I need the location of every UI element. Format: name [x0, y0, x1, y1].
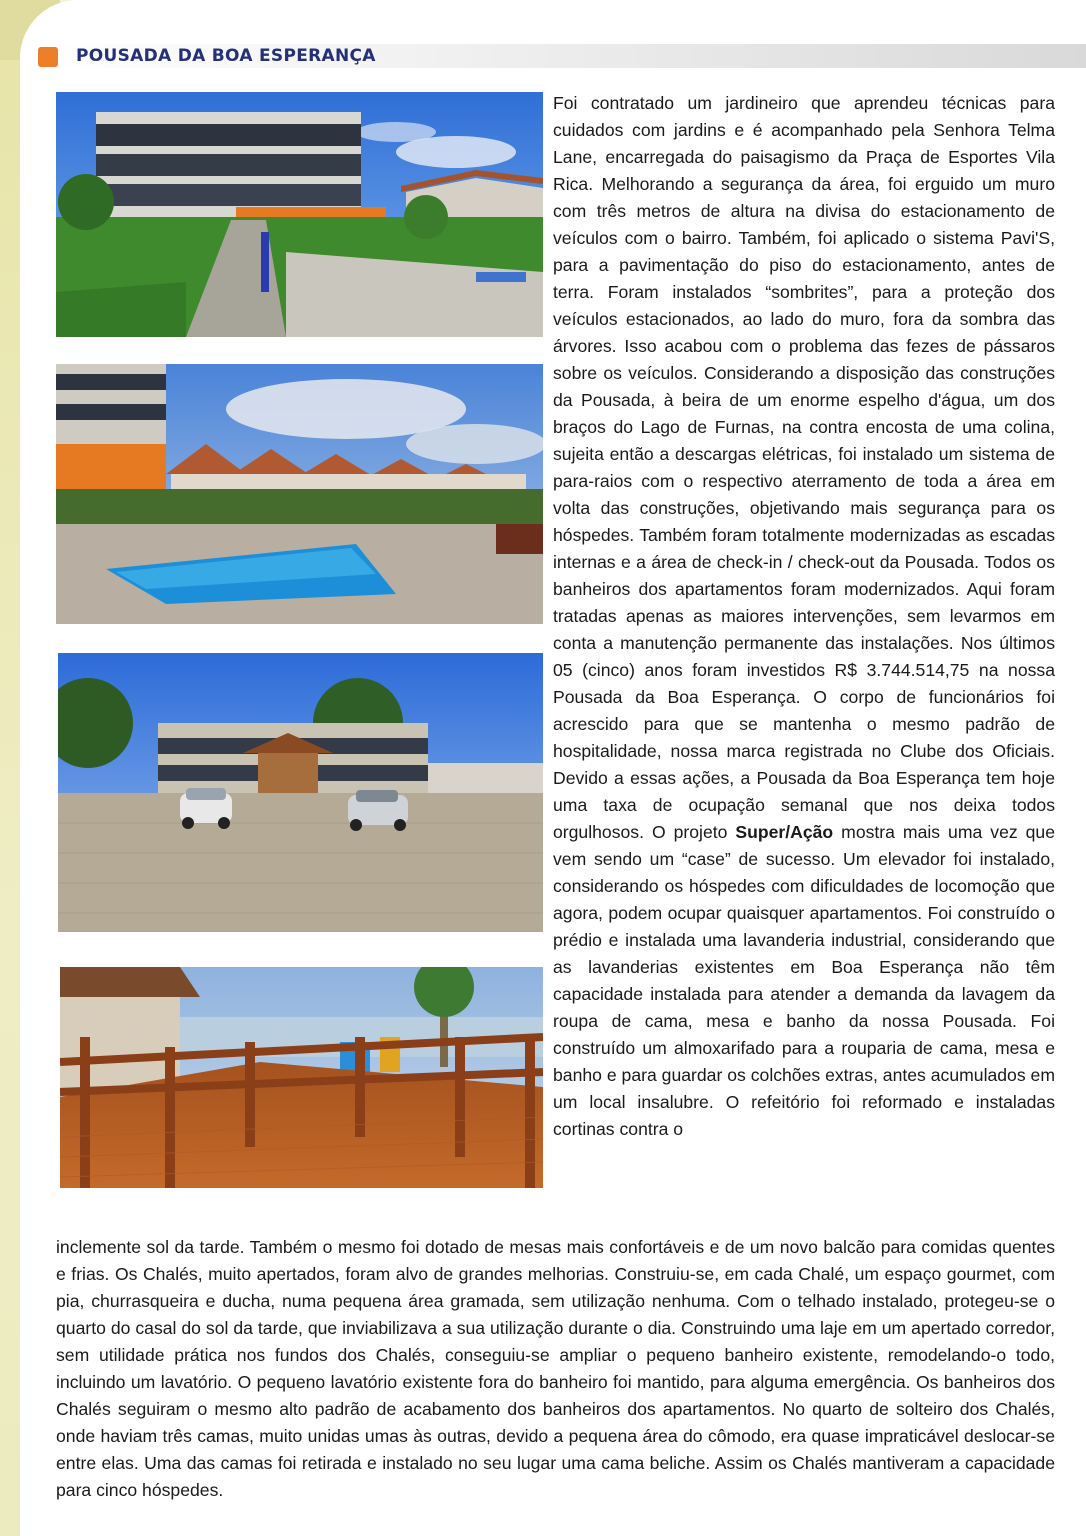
header-square-icon — [38, 47, 58, 67]
hotel-building-stairs-photo — [56, 92, 543, 337]
article-full-paragraph: inclemente sol da tarde. Também o mesmo foi dotado de mesas mais confortáveis e de um novo balcão para comidas quentes e frias. Os Chalés, muito apertados, foram alvo de grandes melhorias. Construiu-se, em cada Chalé, um espaço gourmet, com pia, churrasqueira e ducha, numa pequena área gramada, sem utilização nenhuma. Com o telhado instalado, protegeu-se o quarto do casal do sol da tarde, que inviabilizava a sua utilização durante o dia. Construindo uma laje em um apertado corredor, sem utilidade prática nos fundos dos Chalés, conseguiu-se ampliar o pequeno banheiro existente, remodelando-o todo, incluindo um lavatório. O pequeno lavatório existente fora do banheiro foi mantido, para alguma emergência. Os banheiros dos Chalés seguiram o mesmo alto padrão de acabamento dos banheiros dos apartamentos. No quarto de solteiro dos Chalés, onde haviam três camas, muito unidas umas às outras, devido a pequena área do cômodo, era quase impraticável deslocar-se entre elas. Uma das camas foi retirada e instalado no seu lugar uma cama beliche. Assim os Chalés mantiveram a capacidade para cinco hóspedes. — [56, 1236, 1055, 1500]
article-text-part1: Foi contratado um jardineiro que aprendeu técnicas para cuidados com jardins e é acompanhado pela Senhora Telma Lane, encarregada do paisagismo da Praça de Esportes Vila Rica. Melhorando a segurança da área, foi erguido um muro com três metros de altura na divisa do estacionamento de veículos com o bairro. Também, foi aplicado o sistema Pavi'S, para a pavimentação do piso do estacionamento, antes de terra. Foram instalados “sombrites”, para a proteção dos veículos estacionados, ao lado do muro, fora da sombra das árvores. Isso acabou com o problema das fezes de pássaros sobre os veículos. Considerando a disposição das construções da Pousada, à beira de um enorme espelho d'água, um dos braços do Lago de Furnas, na contra encosta de uma colina, sujeita então a descargas elétricas, foi instalado um sistema de para-raios com o respectivo aterramento de toda a área em volta das construções, objetivando mais segurança para os hóspedes. Também foram totalmente modernizadas as escadas internas e a área de check-in / check-out da Pousada. Todos os banheiros dos apartamentos foram modernizados. Aqui foram tratadas apenas as maiores intervenções, sem levarmos em conta a manutenção permanente das instalações. Nos últimos 05 (cinco) anos foram investidos R$ 3.744.514,75 na nossa Pousada da Boa Esperança. O corpo de funcionários foi acrescido para que se mantenha o mesmo padrão de hospitalidade, nossa marca registrada no Clube dos Oficiais. Devido a essas ações, a Pousada da Boa Esperança tem hoje uma taxa de ocupação semanal que nos deixa todos orgulhosos. O projeto — [553, 93, 1055, 842]
section-header — [38, 44, 1086, 68]
parking-lot-photo — [58, 653, 543, 932]
wooden-deck-photo — [60, 967, 543, 1188]
section-title: POUSADA DA BOA ESPERANÇA — [76, 46, 376, 66]
article-paragraph — [553, 90, 1055, 1143]
article-column-text — [553, 90, 1055, 1143]
pool-and-chalets-photo — [56, 364, 543, 624]
project-name: Super/Ação — [735, 822, 834, 842]
article-text-part2: mostra mais uma vez que vem sendo um “case” de sucesso. Um elevador foi instalado, considerando os hóspedes com dificuldades de locomoção que agora, podem ocupar quaisquer apartamentos. Foi construído o prédio e instalada uma lavanderia industrial, considerando que as lavanderias existentes em Boa Esperança não têm capacidade instalada para atender a demanda da lavagem da roupa de cama, mesa e banho da nossa Pousada. Foi construído um almoxarifado para a rouparia de cama, mesa e banho e para guardar os colchões extras, antes acumulados em um local insalubre. O refeitório foi reformado e instaladas cortinas contra o — [553, 822, 1055, 1139]
article-full-width-text — [56, 1216, 1055, 1521]
